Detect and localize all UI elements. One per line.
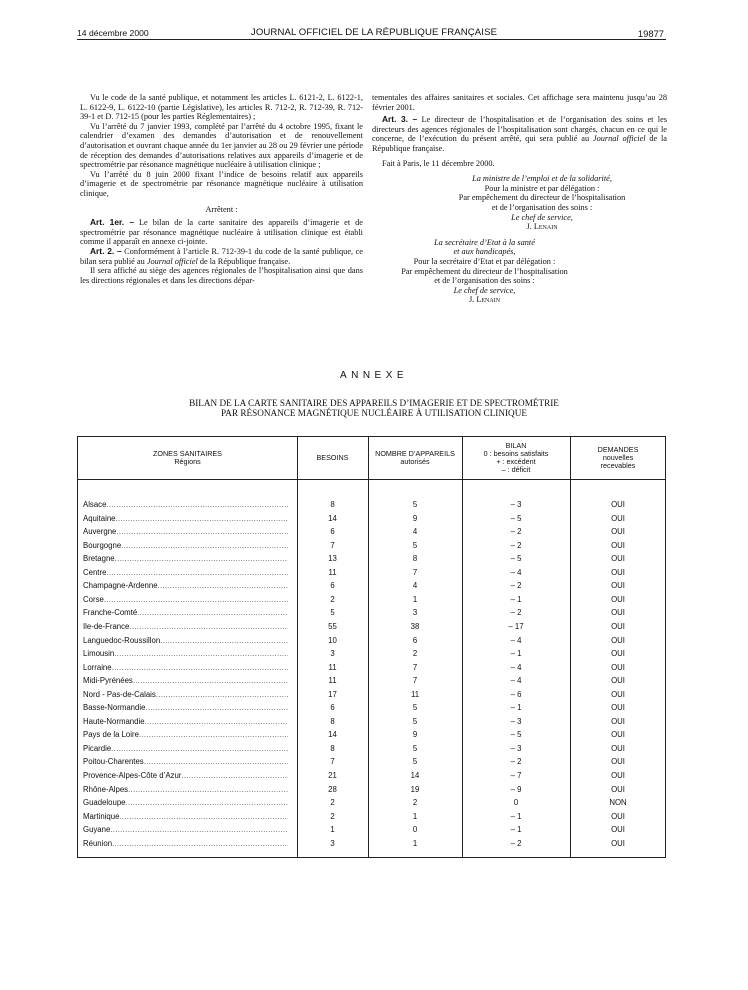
table-row [78, 579, 665, 593]
table-row [78, 647, 665, 661]
article-3-label: Art. 3. – [382, 114, 418, 125]
cell-region [83, 620, 288, 634]
cell-region [83, 728, 288, 742]
annexe-title [0, 398, 748, 418]
table-row [78, 620, 665, 634]
cell-demandes: OUI [611, 757, 625, 767]
article-3-text-b: de la République française. [372, 134, 667, 153]
cell-nombre: 6 [412, 635, 418, 645]
cell-demandes: OUI [611, 540, 625, 550]
cell-region [83, 701, 288, 715]
cell-bilan: – 1 [510, 811, 522, 821]
column-header-nombre [368, 437, 462, 479]
cell-nombre: 9 [412, 730, 418, 740]
cell-nombre: 7 [412, 676, 418, 686]
region-name: Provence-Alpes-Côte d’Azur [83, 771, 182, 780]
cell-region [83, 674, 288, 688]
column-header-besoins [297, 437, 368, 479]
article-2-text-b: de la République française. [197, 256, 291, 266]
cell-nombre: 7 [412, 662, 418, 672]
region-name: Guadeloupe [83, 798, 126, 808]
cell-region [83, 810, 288, 824]
cell-nombre: 4 [412, 581, 418, 591]
region-name: Guyane [83, 825, 111, 835]
region-name: Haute-Normandie [83, 716, 145, 726]
cell-besoins: 14 [328, 513, 337, 523]
cell-besoins: 8 [330, 743, 335, 753]
fait-a-paris: Fait à Paris, le 11 décembre 2000. [382, 158, 495, 168]
cell-demandes: OUI [611, 649, 625, 659]
cell-nombre: 8 [412, 554, 418, 564]
table-row [78, 525, 665, 539]
cell-besoins: 11 [328, 567, 337, 577]
signature-2-title-2: et aux handicapés, [453, 247, 516, 257]
article-2-text-a: Conformément à l’article R. 712-39-1 du code de la santé publique, ce bilan sera publié au [80, 246, 363, 266]
header-demandes-line-3: recevables [600, 461, 636, 470]
cell-demandes: OUI [611, 662, 625, 672]
cell-bilan: – 2 [510, 838, 522, 848]
header-rule [77, 39, 666, 40]
cell-demandes: OUI [611, 676, 625, 686]
cell-besoins: 6 [330, 527, 335, 537]
cell-demandes: OUI [611, 730, 625, 740]
article-2-journal: Journal officiel [146, 256, 198, 266]
cell-region [83, 593, 288, 607]
annexe-title-line-2: PAR RÉSONANCE MAGNÉTIQUE NUCLÉAIRE À UTILISATION CLINIQUE [221, 408, 527, 419]
paragraph-affichage: Il sera affiché au siège des agences régionales de l’hospitalisation ainsi que dans les directions régionales et dans les directions dépar- [80, 266, 363, 285]
cell-demandes: OUI [611, 771, 625, 780]
header-title: JOURNAL OFFICIEL DE LA RÉPUBLIQUE FRANÇAISE [250, 27, 498, 38]
cell-region [83, 715, 288, 729]
cell-demandes: OUI [611, 784, 625, 794]
cell-bilan: 0 [513, 798, 519, 808]
cell-demandes: NON [609, 798, 627, 808]
cell-bilan: – 2 [510, 608, 522, 618]
cell-bilan: – 1 [510, 825, 522, 835]
cell-besoins: 10 [328, 635, 337, 645]
cell-nombre: 5 [412, 540, 418, 550]
signature-1-line-3: et de l’organisation des soins : [491, 202, 593, 212]
signature-ministre [372, 174, 667, 232]
cell-bilan: – 1 [510, 649, 522, 659]
cell-nombre: 4 [412, 527, 418, 537]
cell-demandes: OUI [611, 581, 625, 591]
cell-bilan: – 6 [510, 689, 522, 699]
region-name: Bretagne [83, 554, 115, 564]
table-row [78, 728, 665, 742]
region-name: Lorraine [83, 662, 112, 672]
cell-besoins: 14 [328, 730, 337, 740]
region-name: Champagne-Ardenne [83, 581, 158, 591]
article-1-text: Le bilan de la carte sanitaire des appareils d’imagerie et de spectrométrie par résonance magnétique nucléaire à utilisation clinique est établi comme il apparaît en annexe ci-jointe. [80, 218, 363, 247]
cell-demandes: OUI [611, 554, 625, 564]
cell-nombre: 19 [410, 784, 420, 794]
cell-region [83, 823, 288, 837]
article-2 [80, 247, 363, 266]
cell-region [83, 769, 288, 783]
cell-bilan: – 3 [510, 743, 522, 753]
cell-besoins: 13 [328, 554, 337, 564]
cell-region [83, 634, 288, 648]
signature-2-line-1: Pour la secrétaire d’Etat et par délégation : [413, 256, 556, 266]
cell-bilan: – 4 [510, 676, 522, 686]
cell-demandes: OUI [611, 594, 625, 604]
right-column [372, 93, 667, 305]
cell-nombre: 1 [412, 811, 418, 821]
article-3-journal: Journal officiel [592, 134, 646, 144]
region-name: Nord - Pas-de-Calais [83, 689, 156, 699]
column-header-zones [78, 437, 297, 479]
left-column [80, 93, 363, 285]
cell-demandes: OUI [611, 608, 625, 618]
header-nombre-line-1: NOMBRE D’APPAREILS [375, 449, 455, 458]
cell-besoins: 6 [330, 703, 335, 713]
header-bilan-line-2: 0 : besoins satisfaits [483, 449, 549, 458]
cell-besoins: 5 [330, 608, 335, 618]
cell-region [83, 661, 288, 675]
cell-besoins: 17 [328, 689, 337, 699]
cell-bilan: – 17 [508, 621, 524, 631]
cell-region [83, 837, 288, 851]
region-name: Pays de la Loire [83, 730, 139, 740]
header-nombre-line-2: autorisés [400, 457, 430, 466]
arretent-heading: Arrêtent : [205, 204, 238, 214]
table-row [78, 688, 665, 702]
region-name: Bourgogne [83, 540, 122, 550]
cell-region [83, 783, 288, 797]
region-name: Basse-Normandie [83, 703, 146, 713]
cell-nombre: 14 [410, 771, 420, 780]
cell-bilan: – 3 [510, 500, 522, 509]
region-name: Corse [83, 594, 104, 604]
article-3-text-a: Le directeur de l’hospitalisation et de l’organisation des soins et les directeurs des agences régionales de l’hospitalisation sont chargés, chacun en ce qui le concerne, de l’exécution du présent arrêté, qui sera publié au [372, 115, 667, 144]
cell-besoins: 2 [330, 811, 335, 821]
signature-1-line-2: Par empêchement du directeur de l’hospitalisation [458, 193, 626, 203]
table-row [78, 769, 665, 783]
cell-bilan: – 4 [510, 662, 522, 672]
cell-nombre: 7 [412, 567, 418, 577]
cell-bilan: – 5 [510, 554, 522, 564]
cell-demandes: OUI [611, 621, 625, 631]
region-name: Rhône-Alpes [83, 784, 129, 794]
paragraph-affichage-cont: tementales des affaires sanitaires et sociales. Cet affichage sera maintenu jusqu’au 28 février 2001. [372, 93, 667, 112]
article-2-label: Art. 2. – [90, 245, 122, 256]
cell-bilan: – 2 [510, 540, 522, 550]
annexe-title-line-1: BILAN DE LA CARTE SANITAIRE DES APPAREILS D’IMAGERIE ET DE SPECTROMÉTRIE [189, 398, 559, 408]
cell-nombre: 5 [412, 500, 418, 509]
header-date: 14 décembre 2000 [77, 28, 149, 38]
cell-nombre: 3 [412, 608, 418, 618]
article-3 [372, 115, 667, 153]
region-name: Centre [83, 567, 107, 577]
cell-region [83, 755, 288, 769]
table-row [78, 661, 665, 675]
region-name: Alsace [83, 500, 107, 509]
region-name: Limousin [83, 649, 115, 659]
article-1-label: Art. 1er. – [90, 217, 134, 228]
cell-besoins: 11 [328, 676, 337, 686]
signature-secretaire [372, 238, 667, 305]
cell-demandes: OUI [611, 825, 625, 835]
paragraph-vu-arrete-2000: Vu l’arrêté du 8 juin 2000 fixant l’indice de besoins relatif aux appareils d’imagerie et de spectrométrie par résonance magnétique nucléaire à utilisation clinique, [80, 169, 363, 198]
cell-besoins: 8 [330, 500, 335, 509]
signature-2-line-3: et de l’organisation des soins : [434, 276, 535, 286]
column-header-demandes [570, 437, 666, 479]
table-row [78, 498, 665, 512]
cell-besoins: 6 [330, 581, 335, 591]
region-name: Ile-de-France [83, 621, 130, 631]
cell-demandes: OUI [611, 703, 625, 713]
table-row [78, 593, 665, 607]
table-row [78, 512, 665, 526]
region-name: Poitou-Charentes [83, 757, 144, 767]
table-row [78, 755, 665, 769]
table-row [78, 701, 665, 715]
cell-besoins: 3 [330, 838, 335, 848]
table-row [78, 796, 665, 810]
cell-besoins: 8 [330, 716, 335, 726]
paragraph-vu-arrete-1993: Vu l’arrêté du 7 janvier 1993, complété par l’arrêté du 4 octobre 1995, fixant le calendrier d’examen des demandes d’autorisation et de renouvellement d’autorisation et ouvrant chaque année du 1er janvier au 28 ou 29 février une période de réception des demandes d’autorisations relatives aux appareils d’imagerie et de spectrométrie par résonance magnétique nucléaire à utilisation clinique ; [80, 121, 363, 170]
cell-nombre: 5 [412, 757, 418, 767]
cell-demandes: OUI [611, 689, 625, 699]
cell-nombre: 0 [412, 825, 418, 835]
signature-2-role: Le chef de service, [453, 285, 516, 295]
cell-besoins: 55 [328, 621, 337, 631]
cell-region [83, 566, 288, 580]
cell-demandes: OUI [611, 567, 625, 577]
cell-region [83, 525, 288, 539]
paragraph-vu-code: Vu le code de la santé publique, et notamment les articles L. 6121-2, L. 6122-1, L. 6122-9, L. 6122-10 (partie Législative), les articles R. 712-2, R. 712-39, R. 712-39-1 et D. 712-15 (pour les parties Réglementaires) ; [80, 93, 363, 122]
cell-besoins: 1 [330, 825, 335, 835]
table-row [78, 606, 665, 620]
cell-region [83, 539, 288, 553]
cell-region [83, 796, 288, 810]
cell-bilan: – 4 [510, 635, 522, 645]
signature-1-name: J. Lenain [526, 222, 558, 232]
bilan-table [77, 436, 666, 858]
region-name: Languedoc-Roussillon [83, 635, 161, 645]
cell-nombre: 1 [412, 594, 418, 604]
cell-bilan: – 5 [510, 513, 522, 523]
cell-bilan: – 2 [510, 757, 522, 767]
header-page-number: 19877 [637, 28, 664, 39]
signature-1-role: Le chef de service, [511, 212, 573, 222]
region-name: Réunion [83, 838, 113, 848]
column-header-bilan [462, 437, 570, 479]
cell-demandes: OUI [611, 635, 625, 645]
table-row [78, 566, 665, 580]
header-divider [78, 479, 665, 480]
header-demandes-line-1: DEMANDES [597, 445, 639, 454]
table-row [78, 634, 665, 648]
cell-region [83, 512, 288, 526]
cell-demandes: OUI [611, 743, 625, 753]
region-name: Aquitaine [83, 513, 116, 523]
cell-region [83, 552, 288, 566]
region-name: Martinique [83, 811, 120, 821]
signature-1-title: La ministre de l’emploi et de la solidarité, [472, 174, 612, 184]
table-row [78, 539, 665, 553]
cell-region [83, 498, 288, 512]
table-row [78, 783, 665, 797]
cell-region [83, 606, 288, 620]
cell-demandes: OUI [611, 513, 625, 523]
cell-besoins: 11 [328, 662, 337, 672]
cell-nombre: 1 [412, 838, 418, 848]
table-row [78, 674, 665, 688]
cell-besoins: 28 [328, 784, 337, 794]
signature-2-line-2: Par empêchement du directeur de l’hospitalisation [401, 266, 568, 276]
cell-demandes: OUI [611, 838, 625, 848]
table-row [78, 837, 665, 851]
cell-nombre: 38 [410, 621, 420, 631]
cell-bilan: – 7 [510, 771, 522, 780]
cell-nombre: 5 [412, 716, 418, 726]
cell-nombre: 9 [412, 513, 418, 523]
cell-nombre: 2 [412, 798, 418, 808]
cell-bilan: – 2 [510, 581, 522, 591]
cell-bilan: – 1 [510, 594, 522, 604]
cell-besoins: 2 [330, 798, 335, 808]
cell-bilan: – 2 [510, 527, 522, 537]
cell-bilan: – 4 [510, 567, 522, 577]
header-bilan-line-1: BILAN [505, 441, 527, 450]
signature-2-name: J. Lenain [468, 295, 501, 305]
header-zones-line-2: Régions [174, 457, 201, 466]
cell-region [83, 742, 288, 756]
cell-besoins: 2 [330, 594, 335, 604]
article-1 [80, 218, 363, 247]
cell-nombre: 2 [412, 649, 418, 659]
annexe-heading: ANNEXE [339, 370, 409, 381]
cell-region [83, 579, 288, 593]
cell-bilan: – 9 [510, 784, 522, 794]
cell-bilan: – 5 [510, 730, 522, 740]
cell-bilan: – 1 [510, 703, 522, 713]
header-demandes-line-2: nouvelles [602, 453, 634, 462]
cell-besoins: 7 [330, 757, 335, 767]
region-name: Franche-Comté [83, 608, 138, 618]
header-bilan-line-4: – : déficit [501, 465, 531, 474]
header-zones-line-1: ZONES SANITAIRES [153, 449, 222, 458]
cell-besoins: 21 [328, 771, 337, 780]
table-row [78, 552, 665, 566]
header-besoins-line: BESOINS [316, 453, 349, 462]
cell-nombre: 11 [410, 689, 420, 699]
cell-besoins: 7 [330, 540, 335, 550]
region-name: Auvergne [83, 527, 117, 537]
cell-bilan: – 3 [510, 716, 522, 726]
table-row [78, 823, 665, 837]
cell-nombre: 5 [412, 703, 418, 713]
table-row [78, 715, 665, 729]
cell-region [83, 647, 288, 661]
cell-demandes: OUI [611, 500, 625, 509]
table-row [78, 810, 665, 824]
region-name: Picardie [83, 743, 112, 753]
cell-nombre: 5 [412, 743, 418, 753]
cell-demandes: OUI [611, 811, 625, 821]
region-name: Midi-Pyrénées [83, 676, 133, 686]
cell-demandes: OUI [611, 527, 625, 537]
page-header [0, 18, 748, 39]
signature-2-title-1: La secrétaire d’Etat à la santé [434, 237, 535, 247]
cell-besoins: 3 [330, 649, 335, 659]
table-row [78, 742, 665, 756]
header-bilan-line-3: + : excédent [496, 457, 536, 466]
signature-1-line-1: Pour la ministre et par délégation : [484, 183, 600, 193]
cell-region [83, 688, 288, 702]
cell-demandes: OUI [611, 716, 625, 726]
